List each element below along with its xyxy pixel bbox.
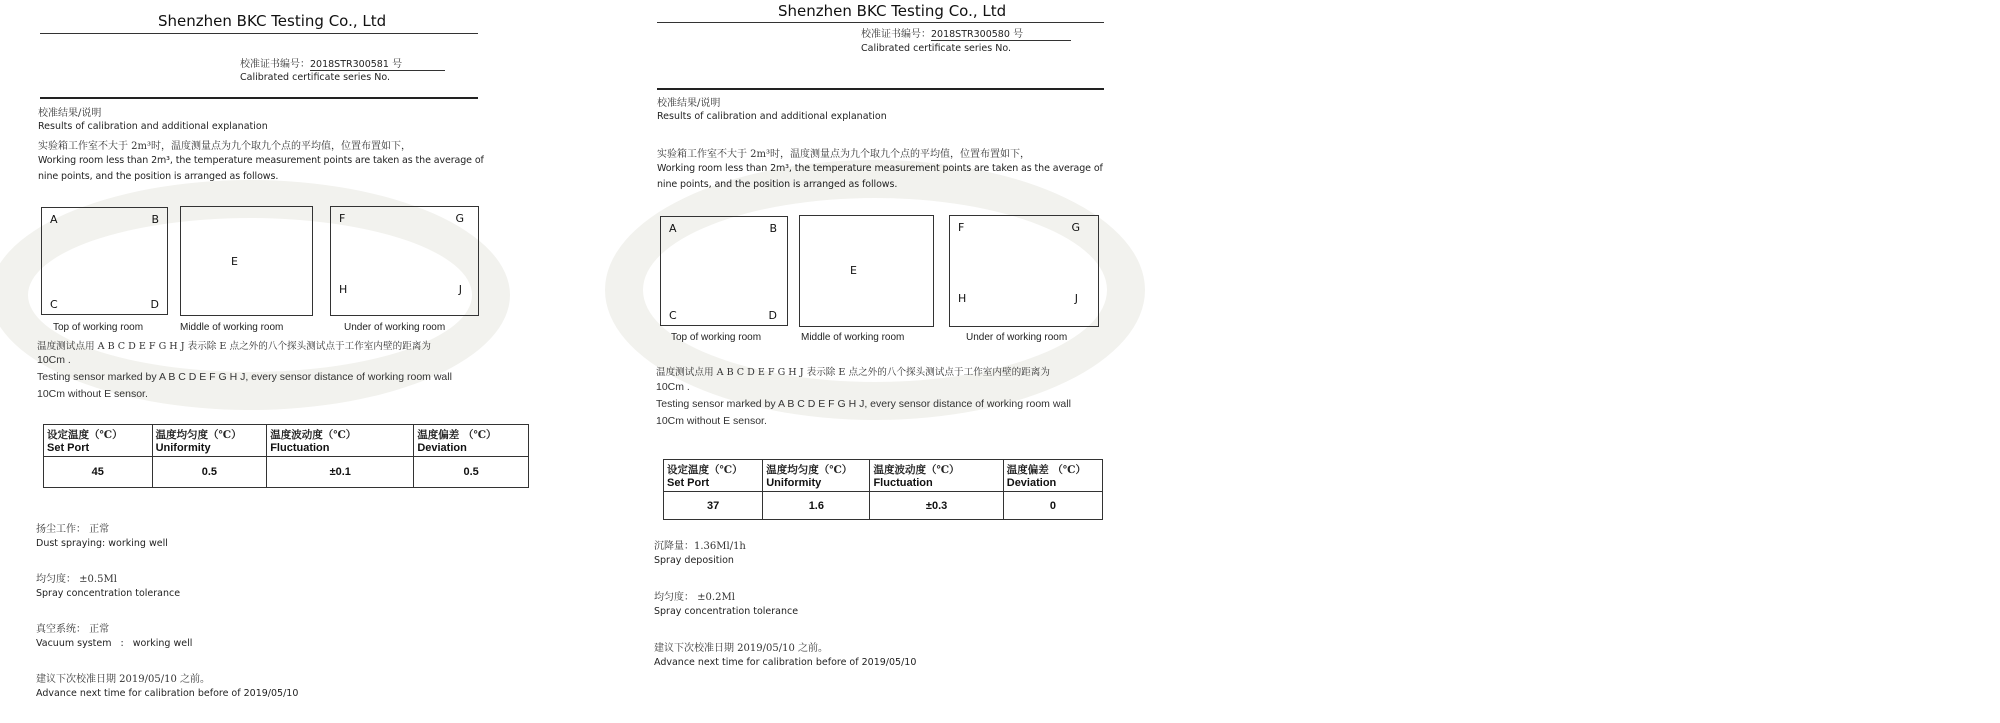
sensor-a: A — [50, 213, 58, 226]
caption-middle: Middle of working room — [801, 332, 905, 343]
caption-under: Under of working room — [344, 322, 446, 333]
sensor-e: E — [231, 255, 238, 268]
value-uniformity: 1.6 — [763, 492, 870, 520]
note-dust-en: Dust spraying: working well — [36, 538, 168, 549]
sensor-c: C — [669, 309, 677, 322]
value-fluctuation: ±0.3 — [870, 492, 1003, 520]
sensor-j: J — [458, 283, 462, 296]
note-vacuum-cn: 真空系统： 正常 — [36, 624, 110, 635]
cert-label-cn: 校准证书编号： — [240, 59, 310, 70]
value-deviation: 0 — [1003, 492, 1102, 520]
cert-suffix: 号 — [392, 59, 403, 70]
cert-suffix: 号 — [1013, 29, 1024, 40]
value-fluctuation: ±0.1 — [267, 457, 414, 488]
value-set-port: 45 — [44, 457, 153, 488]
caption-under: Under of working room — [966, 332, 1068, 343]
sensor-b: B — [769, 222, 777, 235]
note-next-cal-en: Advance next time for calibration before of 2019/05/10 — [36, 688, 299, 699]
sensor-note-en-line2: 10Cm without E sensor. — [37, 388, 148, 400]
table-header-cell: 温度波动度（℃） Fluctuation — [267, 425, 414, 457]
results-heading-cn: 校准结果/说明 — [657, 98, 721, 109]
intro-cn: 实验箱工作室不大于 2m³时，温度测量点为九个取九个点的平均值，位置布置如下， — [38, 141, 412, 152]
table-header-cell: 温度均匀度（℃） Uniformity — [152, 425, 267, 457]
caption-middle: Middle of working room — [180, 322, 284, 333]
intro-en-line2: nine points, and the position is arranged as follows. — [38, 171, 279, 182]
note-tolerance-en: Spray concentration tolerance — [36, 588, 181, 599]
results-heading-en: Results of calibration and additional explanation — [38, 121, 268, 132]
section-divider — [657, 88, 1104, 90]
note-next-cal-cn: 建议下次校准日期 2019/05/10 之前。 — [36, 674, 210, 685]
header-divider — [40, 33, 478, 34]
sensor-g: G — [455, 212, 464, 225]
results-heading-cn: 校准结果/说明 — [38, 108, 102, 119]
cert-label-en: Calibrated certificate series No. — [240, 72, 390, 83]
value-deviation: 0.5 — [414, 457, 529, 488]
caption-top: Top of working room — [53, 322, 144, 333]
cert-number-field — [310, 55, 445, 71]
table-header-cell: 温度波动度（℃） Fluctuation — [870, 460, 1003, 492]
value-set-port: 37 — [664, 492, 763, 520]
sensor-note-en-line1: Testing sensor marked by A B C D E F G H J, every sensor distance of working room wall — [37, 371, 452, 383]
table-header-row — [664, 460, 1103, 492]
sensor-f: F — [339, 212, 346, 225]
certificate-page-1 — [0, 0, 640, 723]
note-next-cal-cn: 建议下次校准日期 2019/05/10 之前。 — [654, 643, 828, 654]
note-next-cal-en: Advance next time for calibration before of 2019/05/10 — [654, 657, 917, 668]
sensor-b: B — [151, 213, 159, 226]
diagram-under-room — [330, 206, 479, 316]
intro-en-line1: Working room less than 2m³, the temperature measurement points are taken as the average of — [38, 155, 484, 166]
sensor-a: A — [669, 222, 677, 235]
note-dust-cn: 扬尘工作： 正常 — [36, 524, 110, 535]
diagram-top-room — [660, 216, 788, 326]
table-header-cell: 设定温度（℃） Set Port — [44, 425, 153, 457]
intro-cn: 实验箱工作室不大于 2m³时，温度测量点为九个取九个点的平均值，位置布置如下， — [657, 149, 1031, 160]
certificate-page-2 — [640, 0, 1140, 723]
company-name: Shenzhen BKC Testing Co., Ltd — [778, 2, 1007, 20]
table-header-row — [44, 425, 529, 457]
diagram-under-room — [949, 215, 1099, 327]
sensor-note-cn-line1: 温度测试点用 A B C D E F G H J 表示除 E 点之外的八个探头测试点于工作室内壁的距离为 — [37, 341, 431, 352]
sensor-d: D — [768, 309, 777, 322]
intro-en-line2: nine points, and the position is arranged as follows. — [657, 179, 898, 190]
table-row — [664, 492, 1103, 520]
table-header-cell: 温度偏差 （℃） Deviation — [414, 425, 529, 457]
cert-number: 2018STR300580 — [931, 29, 1010, 40]
sensor-h: H — [958, 292, 967, 305]
sensor-j: J — [1074, 292, 1078, 305]
header-divider — [657, 22, 1104, 23]
sensor-note-cn-line2: 10Cm . — [656, 381, 690, 393]
sensor-note-en-line2: 10Cm without E sensor. — [656, 415, 767, 427]
cert-number-line — [861, 25, 1071, 41]
diagram-top-room — [41, 207, 168, 315]
sensor-c: C — [50, 298, 58, 311]
note-tolerance-en: Spray concentration tolerance — [654, 606, 799, 617]
results-table — [663, 459, 1103, 520]
note-vacuum-en: Vacuum system : working well — [36, 638, 193, 649]
cert-label-en: Calibrated certificate series No. — [861, 43, 1011, 54]
cert-number: 2018STR300581 — [310, 59, 389, 70]
table-header-cell: 设定温度（℃） Set Port — [664, 460, 763, 492]
note-tolerance-cn: 均匀度： ±0.5Ml — [36, 574, 117, 585]
table-row — [44, 457, 529, 488]
sensor-g: G — [1071, 221, 1080, 234]
note-deposition-en: Spray deposition — [654, 555, 734, 566]
sensor-h: H — [339, 283, 348, 296]
intro-en-line1: Working room less than 2m³, the temperature measurement points are taken as the average of — [657, 163, 1103, 174]
sensor-d: D — [150, 298, 159, 311]
diagram-middle-room — [180, 206, 313, 316]
table-header-cell: 温度均匀度（℃） Uniformity — [763, 460, 870, 492]
section-divider — [40, 97, 478, 99]
sensor-f: F — [958, 221, 965, 234]
note-deposition-cn: 沉降量：1.36Ml/1h — [654, 541, 746, 552]
sensor-note-en-line1: Testing sensor marked by A B C D E F G H J, every sensor distance of working room wall — [656, 398, 1071, 410]
cert-number-line — [240, 55, 445, 71]
value-uniformity: 0.5 — [152, 457, 267, 488]
caption-top: Top of working room — [671, 332, 762, 343]
sensor-note-cn-line1: 温度测试点用 A B C D E F G H J 表示除 E 点之外的八个探头测试点于工作室内壁的距离为 — [656, 367, 1050, 378]
results-table — [43, 424, 529, 488]
note-tolerance-cn: 均匀度： ±0.2Ml — [654, 592, 735, 603]
company-name: Shenzhen BKC Testing Co., Ltd — [158, 12, 387, 30]
diagram-middle-room — [799, 215, 934, 327]
sensor-e: E — [850, 264, 857, 277]
results-heading-en: Results of calibration and additional explanation — [657, 111, 887, 122]
cert-label-cn: 校准证书编号： — [861, 29, 931, 40]
cert-number-field — [931, 25, 1071, 41]
table-header-cell: 温度偏差 （℃） Deviation — [1003, 460, 1102, 492]
sensor-note-cn-line2: 10Cm . — [37, 354, 71, 366]
